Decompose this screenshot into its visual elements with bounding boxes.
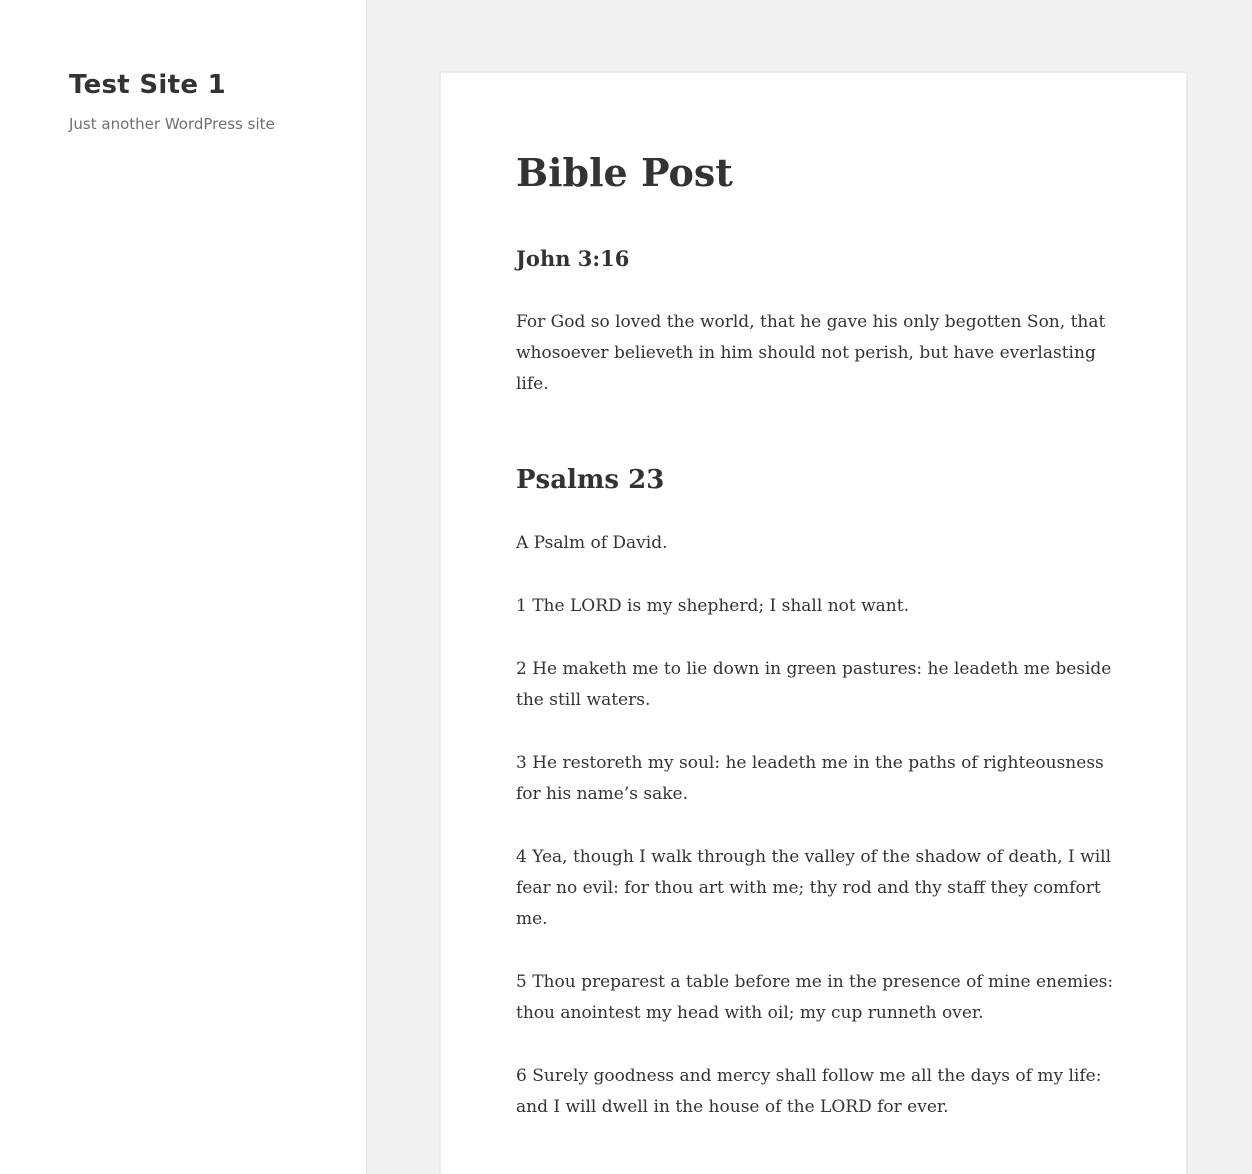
paragraph: A Psalm of David.	[516, 533, 668, 553]
paragraph: 5 Thou preparest a table before me in the presence of mine enemies: thou anointest my head with oil; my cup runneth over.	[516, 972, 1114, 1023]
post-article	[440, 72, 1187, 1174]
paragraph: 4 Yea, though I walk through the valley of the shadow of death, I will fear no evil: for thou art with me; thy rod and thy staff they comfort me.	[516, 847, 1111, 929]
site-description: Just another WordPress site	[69, 115, 275, 133]
site-title-link[interactable]: Test Site 1	[69, 70, 227, 100]
paragraph: 2 He maketh me to lie down in green pastures: he leadeth me beside the still waters.	[516, 659, 1112, 710]
section-heading-psalms: Psalms 23	[516, 465, 665, 495]
paragraph: 1 The LORD is my shepherd; I shall not want.	[516, 596, 909, 616]
sidebar	[0, 0, 367, 1174]
section-heading-john: John 3:16	[516, 246, 630, 271]
paragraph: For God so loved the world, that he gave his only begotten Son, that whosoever believeth in him should not perish, but have everlasting life.	[516, 312, 1106, 394]
paragraph: 3 He restoreth my soul: he leadeth me in the paths of righteousness for his name’s sake.	[516, 753, 1104, 804]
post-title: Bible Post	[516, 150, 733, 195]
paragraph: 6 Surely goodness and mercy shall follow me all the days of my life: and I will dwell in the house of the LORD for ever.	[516, 1066, 1102, 1117]
